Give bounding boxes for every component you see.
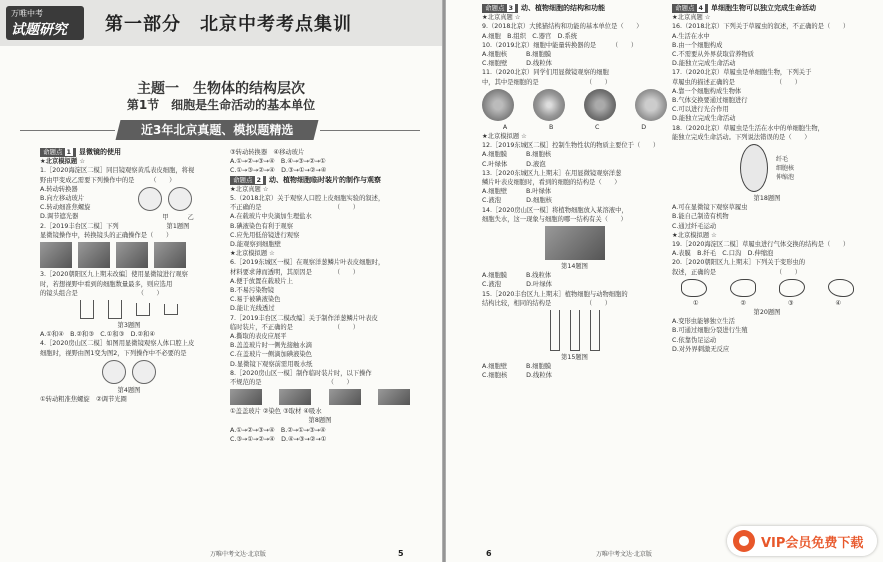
- option-line: D.能独立完成生命活动: [672, 115, 736, 123]
- question-line: 能独立完成生命活动。下列说法错误的是（ ）: [672, 133, 811, 141]
- option-line: C.③→①→②→④ D.④→③→②→①: [230, 435, 327, 443]
- option-line: C.转动细准焦螺旋: [40, 204, 91, 212]
- figure-2: [40, 242, 218, 268]
- question-line: ★北京真题 ☆: [230, 185, 269, 193]
- lens: [164, 304, 178, 315]
- figure-labels: A B C D: [502, 123, 647, 131]
- question-line: 5.（2018北京）关于观察人口腔上皮细胞实验的叙述，: [230, 195, 385, 203]
- option-line: A.细胞壁 B.细胞膜: [482, 363, 552, 371]
- option-line: C.①→③→②→④ D.③→①→②→④: [230, 167, 327, 175]
- option-line: A.生活在水中: [672, 32, 710, 40]
- logo-main-text: 试题研究: [11, 22, 67, 38]
- vip-download-badge[interactable]: [727, 526, 877, 556]
- topic-tag: 命题点 3: [482, 4, 518, 13]
- chat-bubble-icon: [733, 530, 755, 552]
- option-line: C.细胞壁 D.线粒体: [482, 60, 552, 68]
- lens: [136, 303, 150, 316]
- section-title: 第1节 细胞是生命活动的基本单位: [126, 98, 316, 112]
- topic-tag: 命题点 1: [40, 148, 76, 157]
- option-line: D.能观察到细胞壁: [230, 241, 281, 249]
- plant-diagram: [550, 310, 560, 351]
- option-line: ③转动转换器 ④移动玻片: [230, 149, 305, 156]
- figure-caption: 第14题图: [561, 263, 588, 271]
- step-illustration: [230, 389, 262, 405]
- header-band: [0, 0, 442, 46]
- figure-caption: 第3题图: [117, 322, 141, 330]
- question-line: 11.（2020北京）同学们用显微镜观察的细胞: [482, 69, 609, 77]
- figure-caption: 第15题图: [561, 354, 588, 362]
- option-line: A.在载玻片中央滴加生理盐水: [230, 213, 312, 221]
- question-line: 6.［2019东城区一模］在观察洋葱鳞片叶表皮细胞时，: [230, 259, 385, 267]
- figure-caption: 第4题图: [117, 386, 141, 394]
- option-line: D.对外界刺激无反应: [672, 345, 730, 353]
- figure-caption: 第8题图: [308, 417, 332, 425]
- option-line: B.碘液染色有利于观察: [230, 222, 293, 230]
- option-line: A.细胞膜 B.细胞核: [482, 151, 552, 159]
- option-line: C.液泡 D.细胞核: [482, 197, 552, 205]
- option-line: A.细胞核 B.细胞膜: [482, 51, 552, 59]
- figure-20: [672, 279, 862, 297]
- question-line: 8.［2020房山区一模］制作临时装片时，以下操作: [230, 369, 372, 377]
- cell-image: [584, 89, 616, 121]
- figure-caption: 第18题图: [753, 195, 781, 203]
- question-line: 12.［2019东城区二模］控制生物性状的物质主要位于（ ）: [482, 142, 660, 150]
- cell-image: [635, 89, 667, 121]
- question-line: 17.（2020北京）草履虫是单细胞生物，下列关于: [672, 69, 812, 77]
- figure-11: [482, 89, 667, 121]
- question-line: 临时装片，不正确的是 （ ）: [230, 323, 360, 331]
- option-line: A.表膜 B.纤毛 C.口沟 D.伸缩泡: [672, 250, 774, 258]
- figure-labels: ① ② ③ ④: [692, 299, 842, 307]
- left-column-1: [40, 148, 218, 548]
- question-line: 16.（2018北京）下列关于草履虫的叙述，不正确的是（ ）: [672, 23, 850, 31]
- topic-tag: 命题点 4: [672, 4, 708, 13]
- question-line: 19.［2020海淀区二模］草履虫进行气体交换的结构是（ ）: [672, 241, 850, 249]
- question-line: 18.（2020北京）草履虫是生活在水中的单细胞生物，: [672, 124, 824, 132]
- amoeba-diagram: [681, 279, 707, 297]
- figure-3: [40, 300, 218, 319]
- figure-labels: 纤毛 细胞核 伸缩泡: [775, 155, 794, 181]
- ribbon-line-right: [320, 130, 420, 131]
- topic-point-4: 命题点 4 单细胞生物可以独立完成生命活动: [672, 4, 862, 13]
- question-line: 20.［2020朝阳区九上期末］下列关于变形虫的: [672, 259, 806, 267]
- question-line: 7.［2019丰台区二模改编］关于制作洋葱鳞片叶表皮: [230, 314, 378, 322]
- option-line: A.可在显微镜下观察草履虫: [672, 204, 748, 212]
- figure-caption: 第20题图: [753, 309, 781, 317]
- option-line: A.①→②→③→④ B.②→①→③→④: [230, 426, 326, 434]
- option-line: A.转动转换器: [40, 185, 78, 193]
- option-line: A.靠一个细胞构成生物体: [672, 87, 742, 95]
- topic-tag: 命题点 2: [230, 176, 266, 185]
- option-line: A.细胞膜 B.线粒体: [482, 272, 552, 280]
- option-line: A.撕取的表皮应展平: [230, 333, 287, 341]
- question-line: 1.［2020海淀区二模］同目镜观察黄瓜表皮细胞，将视: [40, 167, 195, 175]
- step-illustration: [329, 389, 361, 405]
- logo-small-text: 万唯中考: [11, 9, 43, 18]
- option-line: C.可以进行光合作用: [672, 106, 729, 114]
- right-page: [446, 0, 883, 562]
- option-line: C.易于被碘液染色: [230, 296, 281, 304]
- option-line: A.细胞壁 B.叶绿体: [482, 188, 552, 196]
- topic-point-2: 命题点 2 动、植物细胞临时装片的制作与观察: [230, 176, 410, 185]
- option-line: C.叶绿体 D.液泡: [482, 160, 546, 168]
- question-line: 13.［2020东城区九上期末］在用显微镜观察洋葱: [482, 169, 622, 177]
- question-line: 显微镜操作中，转换镜头的正确操作是（ ）: [40, 232, 173, 240]
- view-circle: [138, 187, 162, 211]
- question-line: 野由甲变成乙需要下列操作中的是 （ ）: [40, 176, 176, 184]
- option-line: ①转动粗准焦螺旋 ②调节光圈: [40, 396, 127, 404]
- question-line: ★北京模拟题 ☆: [672, 231, 717, 239]
- question-line: 10.（2019北京）细胞中能量转换器的是 （ ）: [482, 41, 638, 49]
- question-line: ★北京模拟题 ☆: [40, 158, 85, 166]
- option-line: B.气体交换要通过细胞进行: [672, 97, 748, 105]
- publisher-logo: [6, 6, 84, 40]
- lens: [108, 300, 122, 319]
- left-column-2: [230, 148, 410, 548]
- plant-diagram: [590, 310, 600, 351]
- question-line: ★北京真题 ☆: [672, 14, 711, 22]
- option-line: A.①和④ B.②和③ C.①和③ D.②和④: [40, 331, 156, 339]
- question-line: 不正确的是 （ ）: [230, 204, 360, 212]
- figure-8: [230, 389, 410, 405]
- photo: [78, 242, 110, 268]
- topic-point-1: 命题点 1 显微镜的使用: [40, 148, 218, 157]
- vip-badge-text: VIP会员免费下载: [761, 536, 864, 551]
- view-circle: [132, 360, 156, 384]
- question-line: 鳞片叶表皮细胞时，看到的细胞的结构是（ ）: [482, 179, 621, 187]
- paramecium-diagram: [740, 144, 768, 192]
- step-illustration: [378, 389, 410, 405]
- amoeba-diagram: [730, 279, 756, 297]
- question-line: 材料要求薄而透明，其原因是 （ ）: [230, 268, 360, 276]
- step-illustration: [279, 389, 311, 405]
- option-line: C.不需要从外界获取营养物质: [672, 51, 754, 59]
- photo: [40, 242, 72, 268]
- amoeba-diagram: [779, 279, 805, 297]
- amoeba-diagram: [828, 279, 854, 297]
- option-line: A.①→②→③→④ B.④→③→②→①: [230, 158, 326, 166]
- plant-diagram: [570, 310, 580, 351]
- photo: [545, 226, 605, 260]
- question-line: 14.［2020房山区一模］将植物细胞放入某溶液中，: [482, 206, 628, 214]
- question-line: 结构比较，相同的结构是 （ ）: [482, 299, 612, 307]
- figure-15: [482, 310, 667, 351]
- option-line: C.通过纤毛运动: [672, 222, 717, 230]
- part-title: 第一部分 北京中考考点集训: [105, 14, 352, 35]
- figure-1: 甲 乙 第1题图: [138, 185, 218, 231]
- question-line: 中，其中是细胞的是 （ ）: [482, 78, 612, 86]
- option-line: B.向左移动玻片: [40, 195, 85, 203]
- figure-labels: ①盖盖玻片 ②染色 ③取材 ④吸水: [230, 408, 322, 416]
- question-line: 2.［2019丰台区二模］下列: [40, 222, 119, 230]
- option-line: B.能自己制造有机物: [672, 213, 729, 221]
- view-circle: [168, 187, 192, 211]
- question-line: 3.［2020朝阳区九上期末改编］使用显微镜进行观察: [40, 271, 188, 279]
- question-line: 草履虫的描述正确的是 （ ）: [672, 78, 802, 86]
- question-line: 的镜头组合是 （ ）: [40, 289, 163, 297]
- view-circle: [102, 360, 126, 384]
- figure-caption: 第1题图: [166, 223, 190, 231]
- figure-18: [672, 144, 862, 192]
- option-line: D.能独立完成生命活动: [672, 60, 736, 68]
- question-line: 9.（2018北京）大熊猫结构和功能的基本单位是（ ）: [482, 23, 643, 31]
- question-line: 细胞时，视野由图1变为图2，下列操作中不必要的是: [40, 349, 187, 357]
- question-line: 不规范的是 （ ）: [230, 379, 353, 387]
- option-line: A.便于放置在载玻片上: [230, 277, 293, 285]
- option-line: B.不易污染物镜: [230, 287, 275, 295]
- question-line: ★北京模拟题 ☆: [230, 250, 275, 258]
- option-line: C.细胞核 D.线粒体: [482, 372, 552, 380]
- ribbon-line-left: [20, 130, 115, 131]
- option-line: D.能让光线透过: [230, 305, 275, 313]
- ribbon-text: 近3年北京真题、模拟题精选: [140, 123, 294, 137]
- photo: [154, 242, 186, 268]
- cell-image: [533, 89, 565, 121]
- right-column-2: [672, 4, 862, 544]
- option-line: B.由一个细胞构成: [672, 41, 723, 49]
- page-footer: 万唯中考文达·北京版: [596, 551, 652, 558]
- question-line: 15.［2020丰台区九上期末］植物细胞与动物细胞的: [482, 290, 628, 298]
- lens: [80, 300, 94, 319]
- figure-14: [482, 226, 667, 260]
- topic-title: 主题一 生物体的结构层次: [137, 81, 305, 97]
- right-column-1: [482, 4, 667, 544]
- question-line: 细胞失水，这一现象与细胞的哪一结构有关（ ）: [482, 215, 627, 223]
- page-number: 5: [398, 549, 404, 558]
- option-line: C.液泡 D.叶绿体: [482, 281, 552, 289]
- page-footer: 万唯中考文达·北京版: [210, 551, 266, 558]
- option-line: C.在盖玻片一侧滴加碘液染色: [230, 351, 312, 359]
- figure-4: [40, 360, 218, 384]
- option-line: C.依靠伪足运动: [672, 336, 717, 344]
- question-line: ★北京模拟题 ☆: [482, 133, 527, 141]
- option-line: C.应先用低倍镜进行观察: [230, 231, 300, 239]
- option-line: A.细胞 B.组织 C.器官 D.系统: [482, 32, 578, 40]
- option-line: B.盖盖玻片时一侧先接触水滴: [230, 342, 312, 350]
- ribbon-banner: [116, 120, 319, 140]
- option-line: B.可通过细胞分裂进行生殖: [672, 327, 748, 335]
- question-line: 叙述，正确的是 （ ）: [672, 268, 802, 276]
- option-line: A.变形虫能够独立生活: [672, 318, 735, 326]
- page-number: 6: [486, 549, 492, 558]
- photo: [116, 242, 148, 268]
- cell-image: [482, 89, 514, 121]
- question-line: ★北京真题 ☆: [482, 14, 521, 22]
- question-line: 时，若想视野中看到的细胞数量最多，则应选用: [40, 280, 173, 288]
- question-line: 4.［2020房山区二模］如图用显微镜观察人体口腔上皮: [40, 340, 195, 348]
- option-line: D.调节遮光器: [40, 213, 79, 221]
- option-line: D.显微镜下观察前需用吸水纸: [230, 360, 313, 368]
- topic-point-3: 命题点 3 动、植物细胞的结构和功能: [482, 4, 667, 13]
